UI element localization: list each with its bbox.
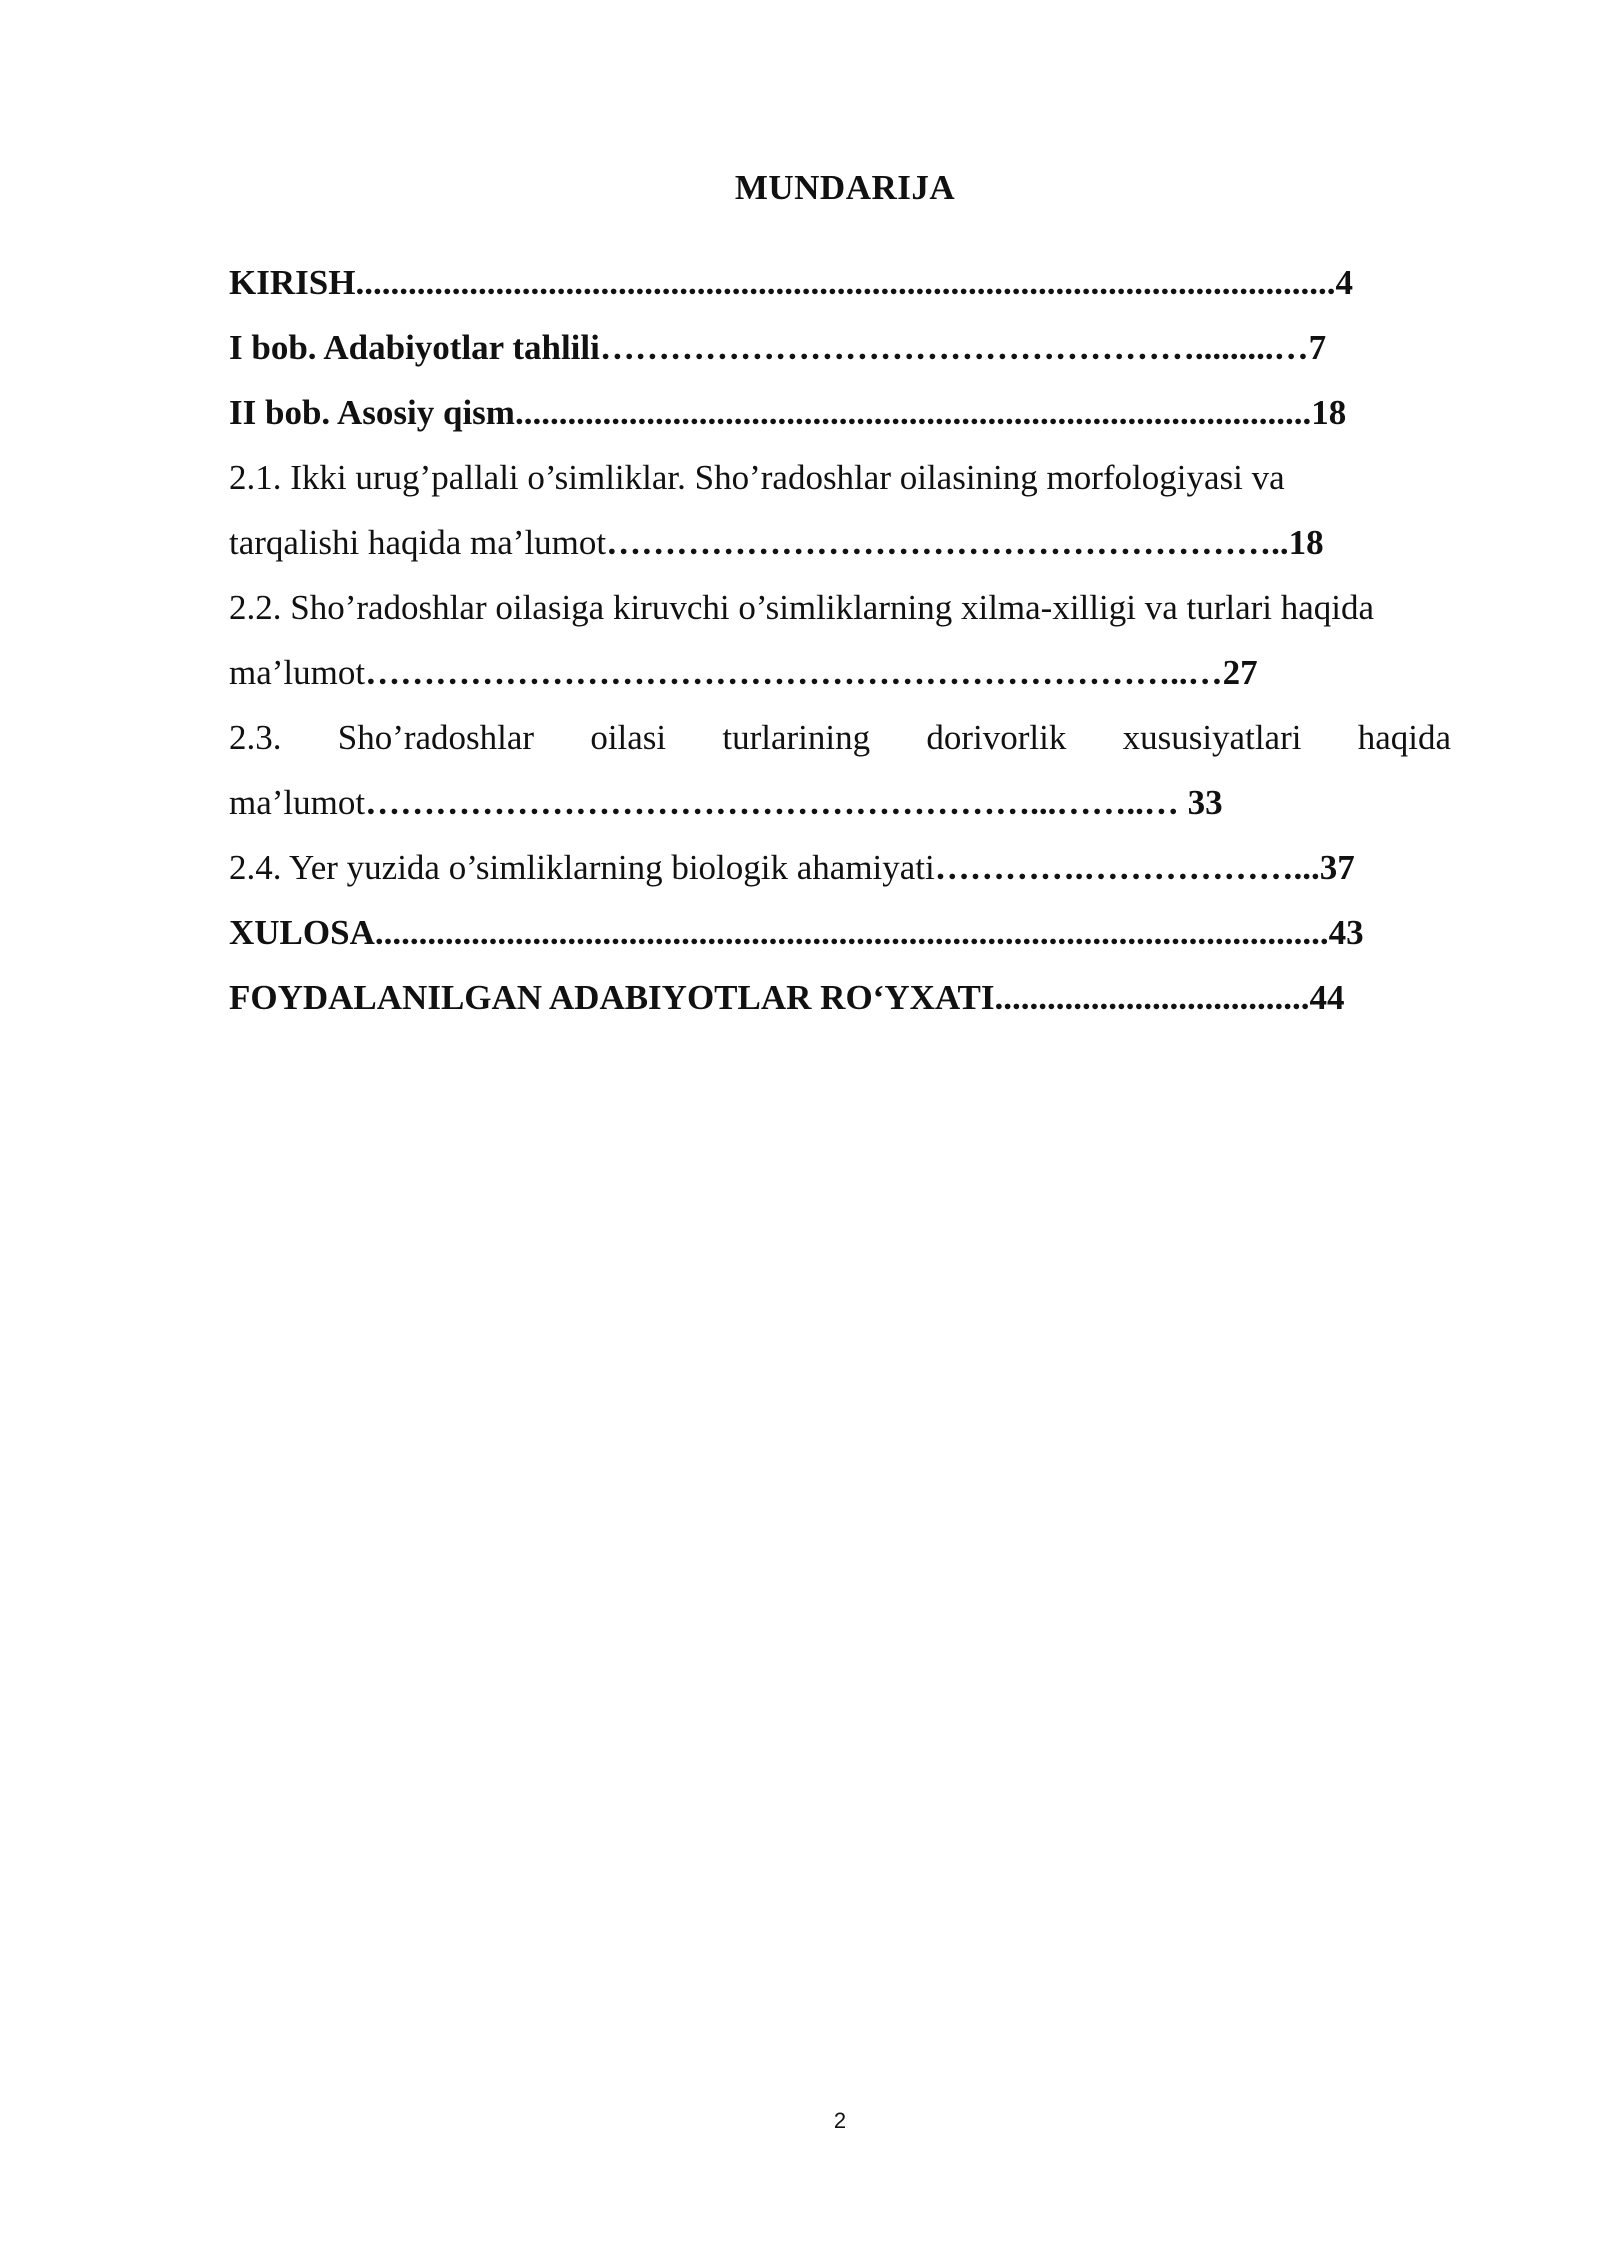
- toc-entry-2-4: [229, 835, 1451, 900]
- toc-leader-dots: ……………………………………………………………..…: [365, 653, 1223, 692]
- toc-leader-dots: …………………………………………….........…: [599, 328, 1309, 367]
- toc-page-number: 7: [1308, 328, 1327, 367]
- toc-entry-label: I bob. Adabiyotlar tahlili: [229, 328, 600, 367]
- toc-entry-foydalanilgan-adabiyotlar: [229, 965, 1451, 1030]
- toc-leader-dots: ................................................................................................................: [355, 263, 1336, 302]
- toc-page-number: 33: [1187, 783, 1223, 822]
- page-title: MUNDARIJA: [734, 168, 956, 207]
- toc-leader-dots: …………………………………………………...……..…: [365, 783, 1188, 822]
- toc-entry-label: FOYDALANILGAN ADABIYOTLAR RO‘YXATI: [229, 978, 995, 1017]
- toc-word: Sho’radoshlar: [337, 718, 535, 757]
- toc-page-number: 4: [1335, 263, 1353, 302]
- toc-word: dorivorlik: [926, 718, 1067, 757]
- toc-word: turlarining: [722, 718, 871, 757]
- toc-entry-2-1-line2: [229, 510, 1451, 575]
- toc-word: haqida: [1357, 718, 1451, 757]
- toc-entry-label: KIRISH: [229, 263, 356, 302]
- toc-word: oilasi: [590, 718, 667, 757]
- toc-entry-bob2: [229, 380, 1451, 445]
- toc-leader-dots: ....................................: [994, 978, 1310, 1017]
- toc-page-number: 44: [1309, 978, 1345, 1017]
- toc-entry-label: tarqalishi haqida ma’lumot: [229, 523, 607, 562]
- toc-entry-bob1: [229, 315, 1451, 380]
- toc-leader-dots: ...........................................................................................: [514, 393, 1312, 432]
- toc-entry-label: 2.4. Yer yuzida o’simliklarning biologik ahamiyati: [229, 848, 935, 887]
- toc-leader-dots: …………………………………………………..: [606, 523, 1289, 562]
- toc-entry-label: XULOSA: [229, 913, 375, 952]
- toc-word: xususiyatlari: [1122, 718, 1302, 757]
- toc-entry-kirish: [229, 250, 1451, 315]
- toc-leader-dots: .............................................................................................................: [374, 913, 1329, 952]
- toc-page-number: 18: [1311, 393, 1347, 432]
- toc-page-number: 37: [1319, 848, 1355, 887]
- toc-entry-label: ma’lumot: [229, 783, 366, 822]
- toc-entry-xulosa: [229, 900, 1451, 965]
- toc-entry-2-2-line2: [229, 640, 1451, 705]
- toc-entry-2-2-line1: 2.2. Sho’radoshlar oilasiga kiruvchi o’simliklarning xilma-xilligi va turlari haqida: [229, 588, 1375, 627]
- toc-word: 2.3.: [229, 718, 282, 757]
- toc-leader-dots: ………….………………...: [934, 848, 1320, 887]
- toc-page-number: 18: [1288, 523, 1324, 562]
- toc-entry-2-3-line2: [229, 770, 1451, 835]
- table-of-contents: [229, 250, 1451, 1030]
- toc-page-number: 27: [1222, 653, 1258, 692]
- toc-entry-2-3-line1: [229, 705, 1451, 770]
- toc-entry-2-1-line1: 2.1. Ikki urug’pallali o’simliklar. Sho’radoshlar oilasining morfologiyasi va: [229, 458, 1285, 497]
- toc-entry-label: II bob. Asosiy qism: [229, 393, 515, 432]
- toc-page-number: 43: [1328, 913, 1364, 952]
- page-number: 2: [833, 2108, 847, 2133]
- toc-entry-label: ma’lumot: [229, 653, 366, 692]
